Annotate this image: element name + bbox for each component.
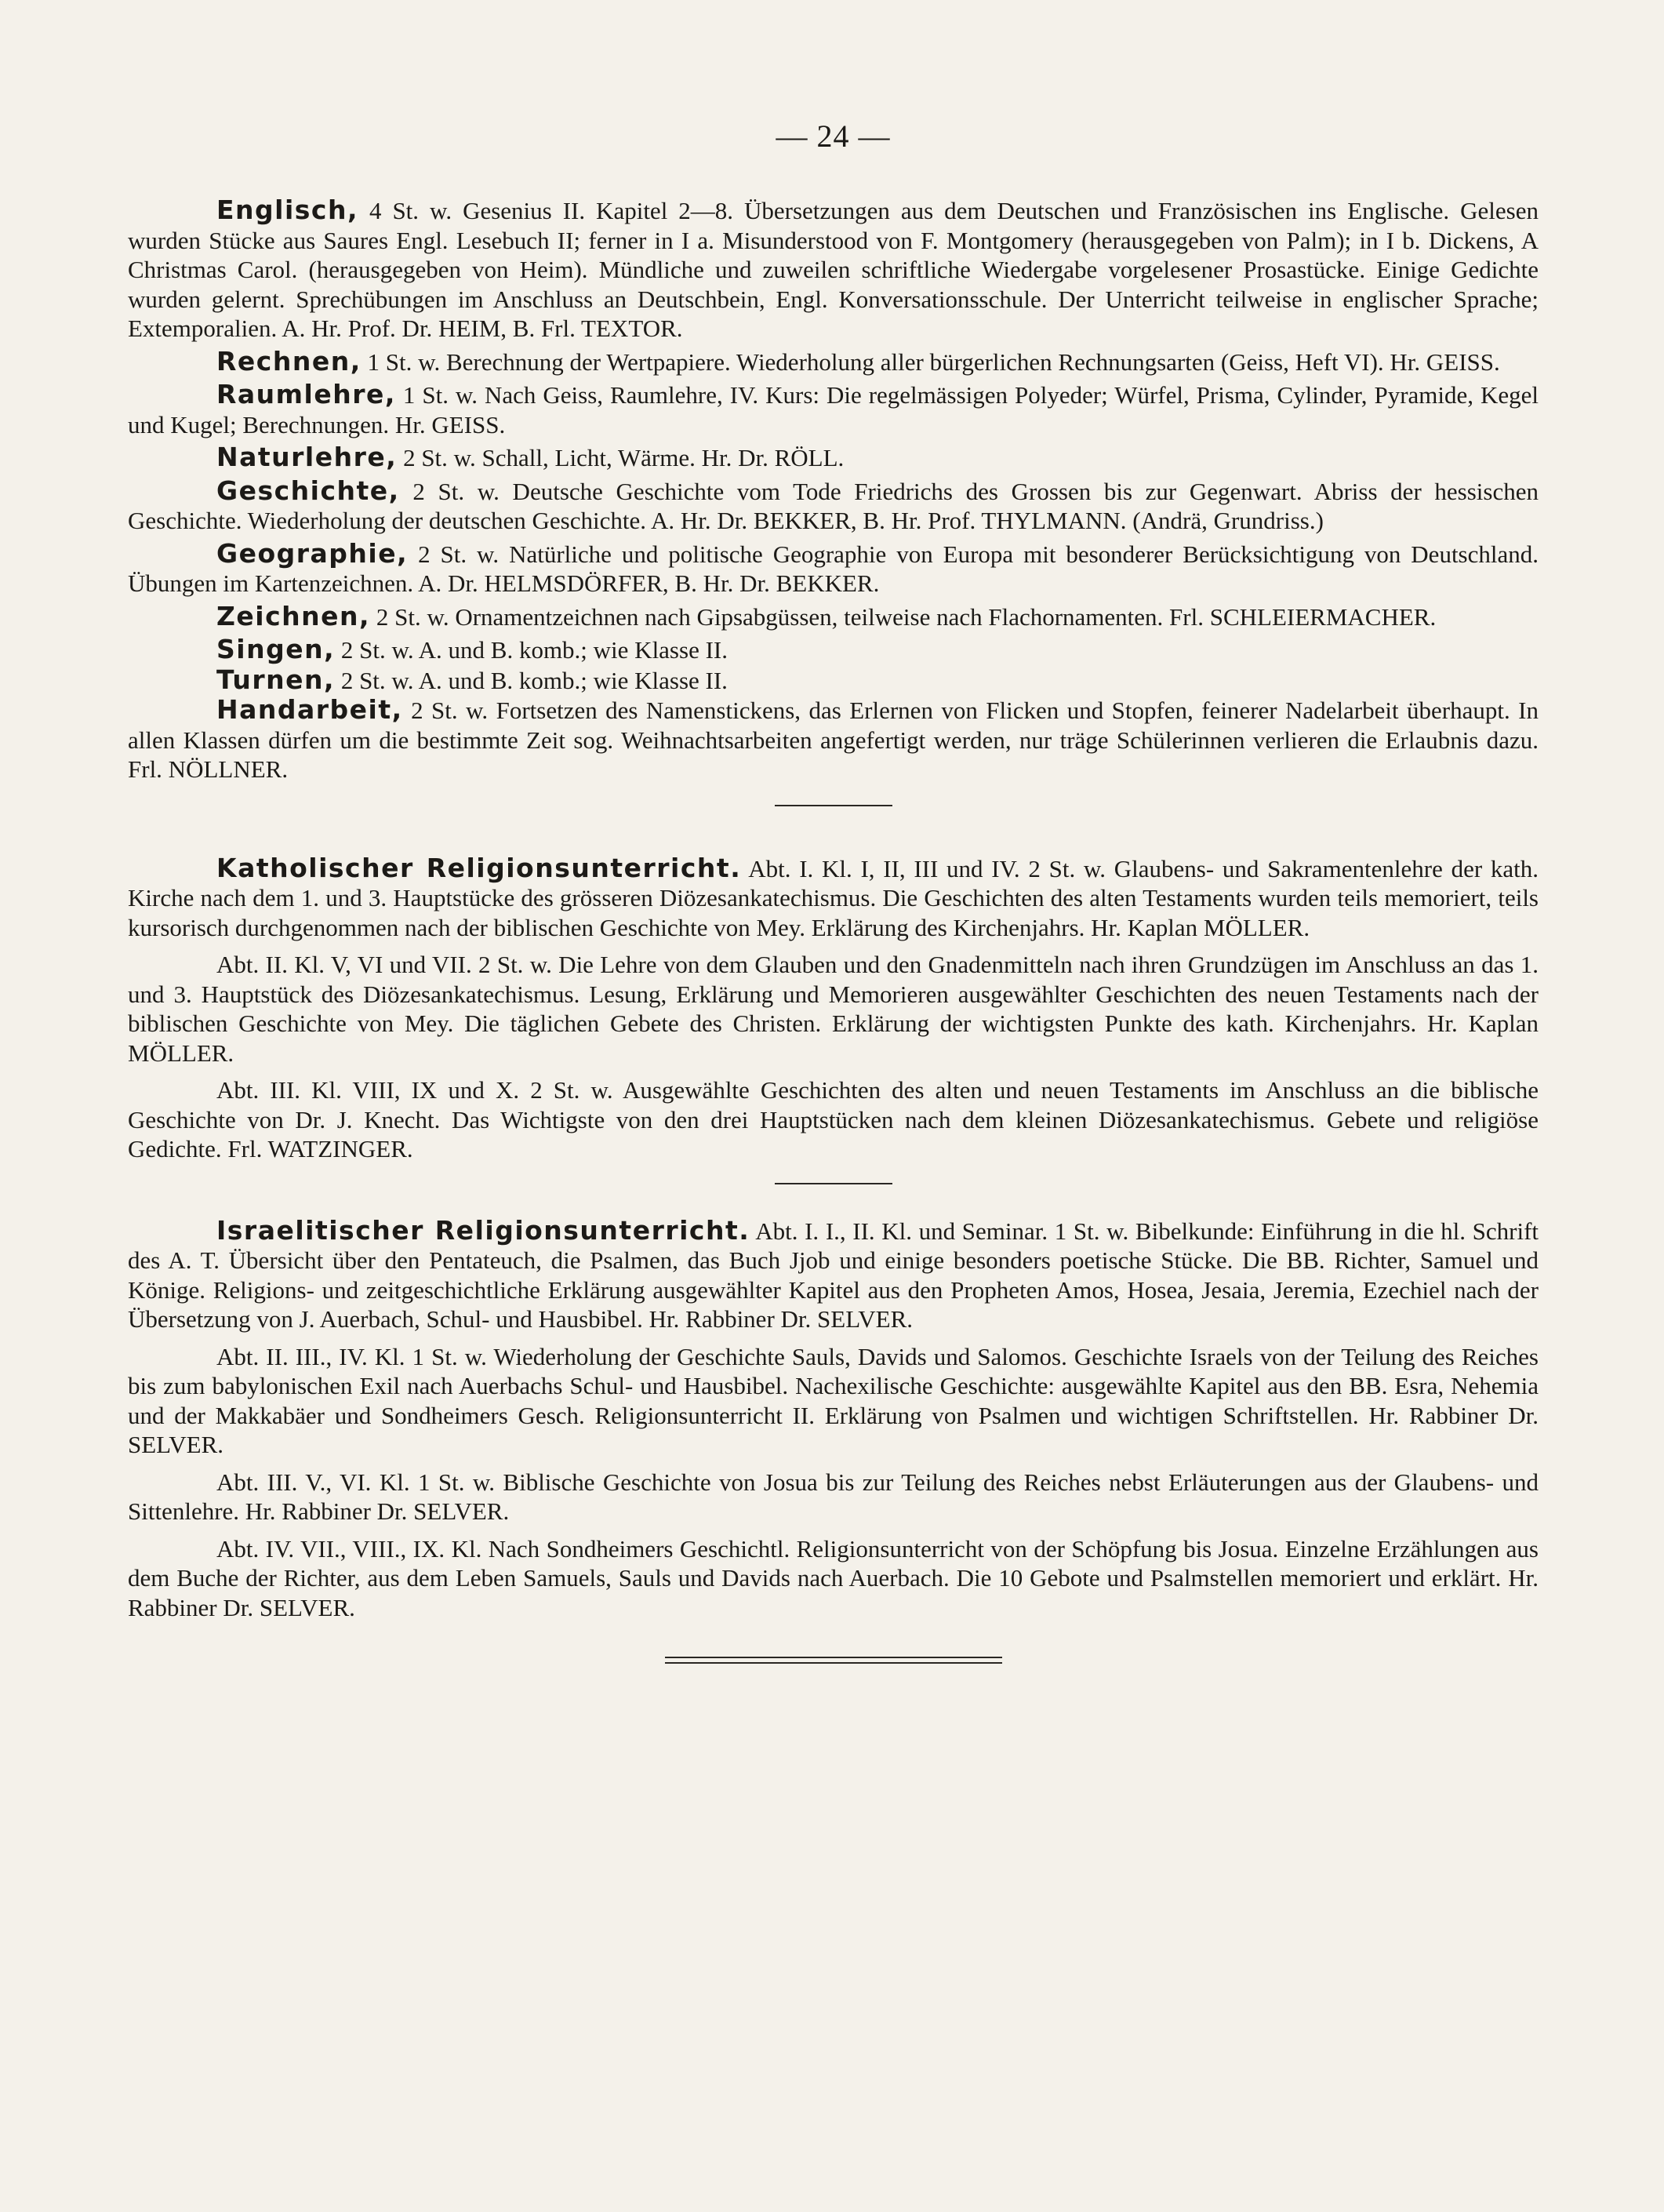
paragraph-text: 4 St. w. Gesenius II. Kapitel 2—8. Übersetzungen aus dem Deutschen und Französischen ins Englische. Gelesen wurden Stücke aus Saures Engl. Lesebuch II; ferner in I a. Misunderstood von F. Montgomery (herausgegeben von Palm); in I b. Dickens, A Christmas Carol. (herausgegeben von Heim). Mündliche und zuweilen schriftliche Wiedergabe vorgelesener Prosastücke. Einige Gedichte wurden gelernt. Sprechübungen im Anschluss an Deutschbein, Engl. Konversationsschule. Der Unterricht teilweise in englischer Sprache; Extemporalien. A. Hr. Prof. Dr. HEIM, B. Frl. TEXTOR.	[128, 197, 1539, 342]
subject-heading: Israelitischer Religionsunterricht.	[216, 1214, 750, 1246]
paragraph-text: 2 St. w. Fortsetzen des Namenstickens, das Erlernen von Flicken und Stopfen, feinerer Nadelarbeit überhaupt. In allen Klassen dürfen um die bestimmte Zeit sog. Weihnachtsarbeiten angefertigt werden, nur träge Schülerinnen verlieren die Erlaubnis dazu. Frl. NÖLLNER.	[128, 697, 1539, 783]
subject-heading: Raumlehre,	[216, 379, 396, 409]
subject-heading: Singen,	[216, 634, 336, 664]
section-divider	[775, 805, 892, 806]
paragraph-singen	[128, 635, 1539, 665]
subject-heading: Englisch,	[216, 195, 359, 225]
paragraph-katholisch-abt3: Abt. III. Kl. VIII, IX und X. 2 St. w. Ausgewählte Geschichten des alten und neuen Testaments im Anschluss an die biblische Geschichte von Dr. J. Knecht. Das Wichtigste von den drei Hauptstücken nach dem kleinen Diözesankatechismus. Gebete und religiöse Gedichte. Frl. WATZINGER.	[128, 1076, 1539, 1162]
paragraph-israelitisch-abt1	[128, 1216, 1539, 1334]
subject-heading: Zeichnen,	[216, 600, 371, 631]
paragraph-katholisch-abt2: Abt. II. Kl. V, VI und VII. 2 St. w. Die Lehre von dem Glauben und den Gnadenmitteln nach ihren Grundzügen im Anschluss an das 1. und 3. Hauptstück des Diözesankatechismus. Lesung, Erklärung und Memorieren ausgewählter Geschichten des neuen Testaments nach der biblischen Geschichte von Mey. Die täglichen Gebete des Christen. Erklärung der wichtigsten Punkte des kath. Kirchenjahrs. Hr. Kaplan MÖLLER.	[128, 951, 1539, 1067]
paragraph-text: 2 St. w. A. und B. komb.; wie Klasse II.	[335, 636, 728, 664]
paragraph-text: Abt. I. Kl. I, II, III und IV. 2 St. w. Glaubens- und Sakramentenlehre der kath. Kirche nach dem 1. und 3. Hauptstücke des grösseren Diözesankatechismus. Die Geschichten des alten Testaments wurden teils memoriert, teils kursorisch durchgenommen nach der biblischen Geschichte von Mey. Erklärung des Kirchenjahrs. Hr. Kaplan MÖLLER.	[128, 854, 1539, 941]
paragraph-zeichnen	[128, 602, 1539, 632]
subject-heading: Geschichte,	[216, 475, 400, 506]
paragraph-geographie	[128, 539, 1539, 598]
paragraph-katholisch-abt1	[128, 853, 1539, 943]
paragraph-raumlehre	[128, 380, 1539, 439]
paragraph-text: 2 St. w. Ornamentzeichnen nach Gipsabgüssen, teilweise nach Flachornamenten. Frl. SCHLEIERMACHER.	[370, 602, 1437, 631]
subject-heading: Katholischer Religionsunterricht.	[216, 852, 742, 883]
paragraph-text: 1 St. w. Nach Geiss, Raumlehre, IV. Kurs: Die regelmässigen Polyeder; Würfel, Prisma, Cylinder, Pyramide, Kegel und Kugel; Berechnungen. Hr. GEISS.	[128, 381, 1539, 438]
subject-heading: Naturlehre,	[216, 442, 398, 472]
paragraph-rechnen	[128, 347, 1539, 377]
paragraph-geschichte	[128, 476, 1539, 536]
subject-heading: Handarbeit,	[216, 694, 403, 725]
section-divider	[775, 1183, 892, 1184]
paragraph-englisch	[128, 195, 1539, 344]
paragraph-naturlehre	[128, 442, 1539, 473]
subject-heading: Rechnen,	[216, 345, 362, 377]
page-number: — 24 —	[776, 118, 891, 154]
paragraph-text: 1 St. w. Berechnung der Wertpapiere. Wiederholung aller bürgerlichen Rechnungsarten (Geiss, Heft VI). Hr. GEISS.	[361, 347, 1500, 376]
paragraph-israelitisch-abt3: Abt. III. V., VI. Kl. 1 St. w. Biblische Geschichte von Josua bis zur Teilung des Reiches nebst Erläuterungen aus der Glaubens- und Sittenlehre. Hr. Rabbiner Dr. SELVER.	[128, 1468, 1539, 1525]
end-divider	[665, 1662, 1002, 1664]
paragraph-text: 2 St. w. Deutsche Geschichte vom Tode Friedrichs des Grossen bis zur Gegenwart. Abriss der hessischen Geschichte. Wiederholung der deutschen Geschichte. A. Hr. Dr. BEKKER, B. Hr. Prof. THYLMANN. (Andrä, Grundriss.)	[128, 477, 1539, 534]
paragraph-israelitisch-abt4: Abt. IV. VII., VIII., IX. Kl. Nach Sondheimers Geschichtl. Religionsunterricht von der Schöpfung bis Josua. Einzelne Erzählungen aus dem Buche der Richter, aus dem Leben Samuels, Sauls und Davids nach Auerbach. Die 10 Gebote und Psalmstellen memoriert und erklärt. Hr. Rabbiner Dr. SELVER.	[128, 1534, 1539, 1621]
end-divider	[665, 1657, 1002, 1658]
paragraph-turnen	[128, 665, 1539, 696]
paragraph-text: Abt. I. I., II. Kl. und Seminar. 1 St. w. Bibelkunde: Einführung in die hl. Schrift des A. T. Übersicht über den Pentateuch, die Psalmen, das Buch Jjob und einige besonders poetische Stücke. Die BB. Richter, Samuel und Könige. Religions- und zeitgeschichtliche Erklärung ausgewählter Kapitel aus den Propheten Amos, Hosea, Jesaia, Jeremia, Ezechiel nach der Übersetzung von J. Auerbach, Schul- und Hausbibel. Hr. Rabbiner Dr. SELVER.	[128, 1217, 1539, 1333]
subject-heading: Turnen,	[216, 664, 336, 695]
paragraph-text: 2 St. w. Schall, Licht, Wärme. Hr. Dr. RÖLL.	[397, 444, 845, 471]
paragraph-text: 2 St. w. Natürliche und politische Geographie von Europa mit besonderer Berücksichtigung von Deutschland. Übungen im Kartenzeichnen. A. Dr. HELMSDÖRFER, B. Hr. Dr. BEKKER.	[128, 540, 1539, 597]
subject-heading: Geographie,	[216, 537, 409, 569]
paragraph-text: 2 St. w. A. und B. komb.; wie Klasse II.	[335, 666, 728, 694]
paragraph-israelitisch-abt2: Abt. II. III., IV. Kl. 1 St. w. Wiederholung der Geschichte Sauls, Davids und Salomos. Geschichte Israels von der Teilung des Reiches bis zum babylonischen Exil nach Auerbachs Schul- und Hausbibel. Nachexilische Geschichte: ausgewählte Kapitel aus den BB. Esra, Nehemia und der Makkabäer und Sondheimers Gesch. Religionsunterricht II. Erklärung von Psalmen und wichtigen Schriftstellen. Hr. Rabbiner Dr. SELVER.	[128, 1342, 1539, 1458]
paragraph-handarbeit	[128, 695, 1539, 784]
